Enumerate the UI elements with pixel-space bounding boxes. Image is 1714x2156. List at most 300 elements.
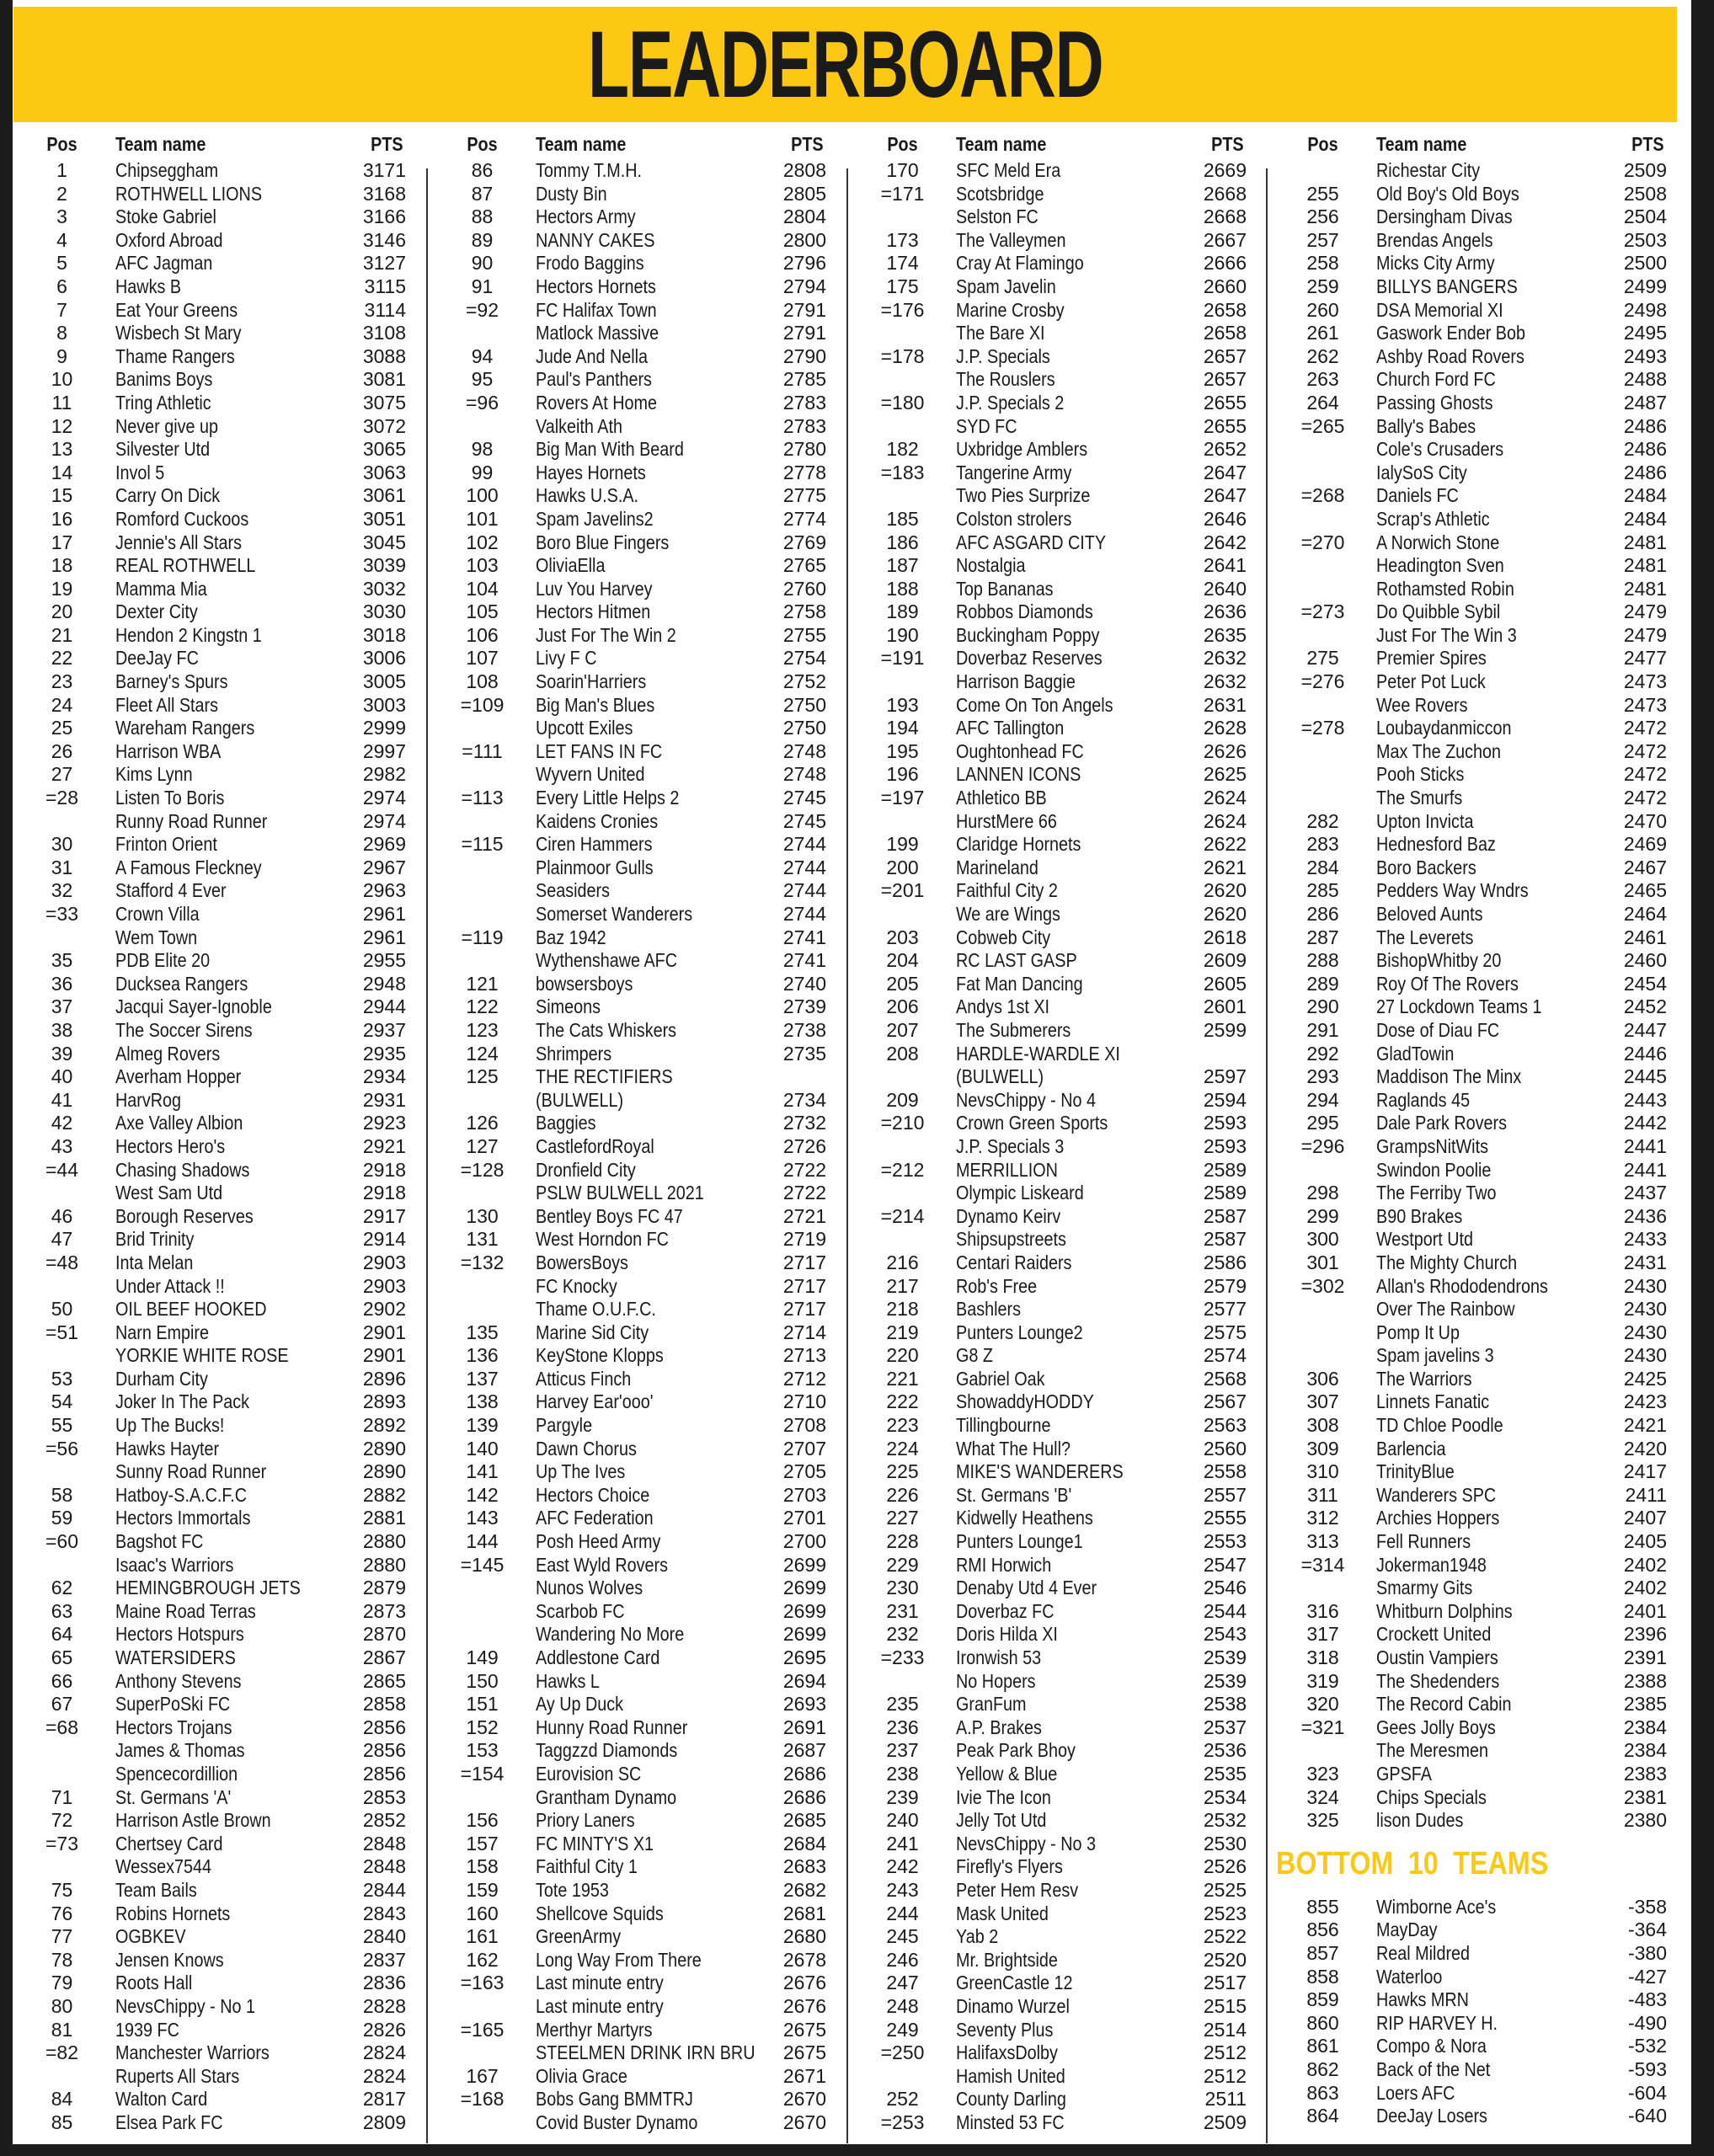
position-cell: 138 <box>466 1390 499 1413</box>
position-cell: 37 <box>51 995 73 1018</box>
points-cell: 2680 <box>782 1925 826 1948</box>
table-row <box>434 438 854 462</box>
table-row <box>1274 949 1695 973</box>
leaderboard-column <box>1274 131 1695 2128</box>
position-cell: 25 <box>51 717 73 739</box>
team-name-cell: Allan's Rhododendrons <box>1376 1274 1548 1297</box>
team-name-cell: We are Wings <box>956 903 1060 925</box>
position-cell: 90 <box>471 252 494 275</box>
points-cell: 2381 <box>1623 1785 1667 1808</box>
table-row <box>854 647 1274 670</box>
points-cell: 2469 <box>1623 833 1667 856</box>
table-row <box>854 1855 1274 1879</box>
team-name-cell: Nunos Wolves <box>536 1577 643 1599</box>
table-row <box>854 787 1274 810</box>
position-cell: 255 <box>1306 182 1339 205</box>
position-cell: 295 <box>1306 1112 1339 1134</box>
team-name-cell: Fleet All Stars <box>115 693 219 716</box>
position-cell: 136 <box>466 1344 499 1367</box>
points-cell: 2560 <box>1203 1437 1247 1460</box>
team-name-cell: BILLYS BANGERS <box>1376 275 1518 297</box>
team-name-cell: Team Bails <box>115 1878 197 1901</box>
team-name-cell: Do Quibble Sybil <box>1376 600 1501 623</box>
header-pos: Pos <box>1307 133 1338 155</box>
table-row <box>1274 973 1695 996</box>
team-name-cell: Scrap's Athletic <box>1376 507 1490 530</box>
team-name-cell: Banims Boys <box>115 368 213 391</box>
team-name-cell: Buckingham Poppy <box>956 623 1100 646</box>
position-cell: 106 <box>466 623 499 646</box>
table-row <box>13 1693 434 1716</box>
position-cell: 174 <box>886 252 919 275</box>
team-name-cell: Hectors Hotspurs <box>115 1623 244 1646</box>
table-row <box>854 1693 1274 1716</box>
table-row <box>854 252 1274 275</box>
team-name-cell: Marine Crosby <box>956 298 1065 321</box>
points-cell: 2843 <box>362 1902 406 1924</box>
table-row <box>1274 879 1695 903</box>
table-row <box>434 1530 854 1554</box>
points-cell: 2385 <box>1623 1693 1667 1716</box>
position-cell: =321 <box>1300 1716 1345 1738</box>
points-cell: 2678 <box>782 1948 826 1971</box>
team-name-cell: NevsChippy - No 4 <box>956 1088 1097 1111</box>
points-cell: 2719 <box>782 1228 826 1251</box>
table-row <box>1274 1554 1695 1577</box>
points-cell: 2901 <box>362 1344 406 1367</box>
team-name-cell: MIKE'S WANDERERS <box>956 1460 1124 1483</box>
table-row <box>434 345 854 369</box>
points-cell: 2420 <box>1623 1437 1667 1460</box>
header-pts: PTS <box>371 133 403 155</box>
points-cell: 2699 <box>782 1577 826 1599</box>
table-row <box>1274 1228 1695 1251</box>
team-name-cell: OGBKEV <box>115 1925 186 1948</box>
table-row <box>434 1995 854 2019</box>
table-row <box>1274 740 1695 764</box>
table-row <box>854 717 1274 740</box>
team-name-cell: J.P. Specials <box>956 344 1050 367</box>
team-name-cell: Dynamo Keirv <box>956 1204 1061 1227</box>
table-row <box>13 508 434 531</box>
table-row <box>13 857 434 880</box>
points-cell: 2967 <box>362 856 406 878</box>
team-name-cell: Crockett United <box>1376 1623 1492 1646</box>
team-name-cell: Hectors Trojans <box>115 1716 232 1738</box>
points-cell: 2539 <box>1203 1646 1247 1668</box>
team-name-cell: Wisbech St Mary <box>115 322 242 344</box>
position-cell: 151 <box>466 1693 499 1716</box>
team-name-cell: J.P. Specials 2 <box>956 391 1065 414</box>
table-row <box>1274 2058 1695 2082</box>
points-cell: 2575 <box>1203 1321 1247 1343</box>
table-row <box>434 624 854 648</box>
team-name-cell: Baz 1942 <box>536 926 606 948</box>
table-row <box>1274 1275 1695 1299</box>
table-row <box>13 1298 434 1321</box>
team-name-cell: Spam Javelin <box>956 275 1056 297</box>
team-name-cell: Harvey Ear'ooo' <box>536 1390 654 1413</box>
position-cell: 196 <box>886 763 919 786</box>
points-cell: 2441 <box>1623 1158 1667 1181</box>
position-cell: =183 <box>880 461 925 483</box>
table-row <box>434 670 854 694</box>
points-cell: 2618 <box>1203 926 1247 948</box>
team-name-cell: HurstMere 66 <box>956 809 1057 832</box>
position-cell: 142 <box>466 1483 499 1506</box>
team-name-cell: Olympic Liskeard <box>956 1182 1084 1204</box>
points-cell: 2473 <box>1623 670 1667 693</box>
position-cell: 257 <box>1306 228 1339 251</box>
table-row <box>1274 1112 1695 1135</box>
position-cell: 40 <box>51 1065 73 1088</box>
position-cell: 35 <box>51 949 73 972</box>
points-cell: 2467 <box>1623 856 1667 878</box>
position-cell: 10 <box>51 368 73 391</box>
points-cell: 2636 <box>1203 600 1247 623</box>
leaderboard-column <box>434 131 854 2134</box>
team-name-cell: AFC Jagman <box>115 252 213 275</box>
team-name-cell: Maddison The Minx <box>1376 1065 1522 1088</box>
table-row <box>13 1112 434 1135</box>
points-cell: 2534 <box>1203 1785 1247 1808</box>
table-row <box>854 1623 1274 1646</box>
table-row <box>854 1205 1274 1229</box>
table-row <box>1274 833 1695 857</box>
table-row <box>1274 1414 1695 1438</box>
position-cell: 4 <box>56 228 67 251</box>
table-row <box>434 2065 854 2089</box>
team-name-cell: Wee Rovers <box>1376 693 1468 716</box>
points-cell: 2750 <box>782 717 826 739</box>
table-row <box>13 159 434 183</box>
points-cell: 2481 <box>1623 577 1667 600</box>
team-name-cell: Every Little Helps 2 <box>536 787 680 809</box>
position-cell: 311 <box>1307 1483 1338 1506</box>
position-cell: 263 <box>1306 368 1339 391</box>
position-cell: 88 <box>471 205 494 228</box>
table-row <box>1274 229 1695 253</box>
position-cell: 72 <box>51 1809 73 1832</box>
points-cell: 2407 <box>1623 1507 1667 1529</box>
table-row <box>434 183 854 206</box>
table-row <box>1274 1065 1695 1089</box>
position-cell: 260 <box>1306 298 1339 321</box>
points-cell: 2699 <box>782 1623 826 1646</box>
position-cell: 81 <box>51 2018 73 2041</box>
position-cell: 14 <box>51 461 73 483</box>
table-row <box>434 1112 854 1135</box>
team-name-cell: Borough Reserves <box>115 1204 254 1227</box>
team-name-cell: Marineland <box>956 856 1039 878</box>
position-cell: 244 <box>886 1902 919 1924</box>
position-cell: 100 <box>466 484 499 507</box>
team-name-cell: Mask United <box>956 1902 1049 1924</box>
team-name-cell: Old Boy's Old Boys <box>1376 182 1519 205</box>
page-border-bottom <box>0 2144 1714 2156</box>
team-name-cell: Hectors Choice <box>536 1483 650 1506</box>
points-cell: -380 <box>1627 1941 1667 1964</box>
table-row <box>13 1275 434 1299</box>
points-cell: 2391 <box>1623 1646 1667 1668</box>
team-name-cell: Come On Ton Angels <box>956 693 1113 716</box>
table-row <box>13 578 434 601</box>
points-cell: 2808 <box>782 159 826 181</box>
position-cell: 23 <box>51 670 73 693</box>
team-name-cell: Eat Your Greens <box>115 298 238 321</box>
position-cell: 239 <box>886 1785 919 1808</box>
table-row <box>434 973 854 996</box>
team-name-cell: Silvester Utd <box>115 438 211 461</box>
table-row <box>434 600 854 624</box>
points-cell: 2769 <box>782 531 826 553</box>
points-cell: 2655 <box>1203 391 1247 414</box>
team-name-cell: Plainmoor Gulls <box>536 856 654 878</box>
team-name-cell: Ivie The Icon <box>956 1785 1051 1808</box>
table-row <box>854 1763 1274 1786</box>
team-name-cell: Up The Bucks! <box>115 1414 225 1437</box>
points-cell: 2780 <box>782 438 826 461</box>
team-name-cell: HalifaxsDolby <box>956 2041 1058 2064</box>
team-name-cell: Micks City Army <box>1376 252 1495 275</box>
table-row <box>1274 1809 1695 1833</box>
position-cell: 261 <box>1306 322 1339 344</box>
table-row <box>434 2041 854 2065</box>
points-cell: 2880 <box>362 1553 406 1576</box>
position-cell: 291 <box>1306 1018 1339 1041</box>
team-name-cell: Church Ford FC <box>1376 368 1496 391</box>
column-header <box>1274 131 1695 157</box>
position-cell: =163 <box>460 1972 505 1994</box>
team-name-cell: (BULWELL) <box>536 1088 624 1111</box>
team-name-cell: GranFum <box>956 1693 1027 1716</box>
team-name-cell: Hawks L <box>536 1669 600 1692</box>
points-cell: 2514 <box>1203 2018 1247 2041</box>
team-name-cell: Carry On Dick <box>115 484 221 507</box>
header-pts: PTS <box>791 133 824 155</box>
table-row <box>434 1065 854 1089</box>
position-cell: 12 <box>51 414 73 437</box>
table-row <box>854 949 1274 973</box>
team-name-cell: Hednesford Baz <box>1376 833 1496 856</box>
team-name-cell: Mamma Mia <box>115 577 207 600</box>
points-cell: 3171 <box>362 159 406 181</box>
points-cell: 3030 <box>362 600 406 623</box>
position-cell: 240 <box>886 1809 919 1832</box>
team-name-cell: The Warriors <box>1376 1367 1472 1390</box>
table-row <box>13 462 434 485</box>
points-cell: 2640 <box>1203 577 1247 600</box>
team-name-cell: HarvRog <box>115 1088 182 1111</box>
table-row <box>13 1833 434 1856</box>
bottom-10-heading <box>1274 1833 1695 1896</box>
table-row <box>854 2065 1274 2089</box>
points-cell: 2741 <box>782 949 826 972</box>
points-cell: -604 <box>1627 2081 1667 2104</box>
table-row <box>13 322 434 345</box>
table-row <box>434 1019 854 1043</box>
points-cell: -532 <box>1627 2035 1667 2057</box>
table-row <box>434 252 854 275</box>
points-cell: 2914 <box>362 1228 406 1251</box>
position-cell: 139 <box>466 1414 499 1437</box>
team-name-cell: Pedders Way Wndrs <box>1376 879 1529 902</box>
team-name-cell: Punters Lounge2 <box>956 1321 1083 1343</box>
team-name-cell: The Submerers <box>956 1018 1071 1041</box>
team-name-cell: GreenCastle 12 <box>956 1972 1073 1994</box>
table-row <box>1274 995 1695 1019</box>
team-name-cell: Grantham Dynamo <box>536 1785 677 1808</box>
table-row <box>854 1368 1274 1391</box>
team-name-cell: Tring Athletic <box>115 391 211 414</box>
table-row <box>854 1089 1274 1113</box>
points-cell: 2774 <box>782 507 826 530</box>
points-cell: 2890 <box>362 1437 406 1460</box>
table-row <box>13 810 434 834</box>
table-row <box>854 1019 1274 1043</box>
team-name-cell: Waterloo <box>1376 1965 1443 1988</box>
team-name-cell: The Mighty Church <box>1376 1251 1518 1273</box>
points-cell: 2670 <box>782 2111 826 2133</box>
team-name-cell: Romford Cuckoos <box>115 507 249 530</box>
team-name-cell: Oustin Vampiers <box>1376 1646 1498 1668</box>
table-row <box>13 1159 434 1182</box>
points-cell: 3005 <box>362 670 406 693</box>
position-cell: 227 <box>886 1507 919 1529</box>
team-name-cell: Uxbridge Amblers <box>956 438 1088 461</box>
points-cell: 2722 <box>782 1158 826 1181</box>
table-row <box>854 578 1274 601</box>
position-cell: 862 <box>1306 2057 1339 2080</box>
team-name-cell: The Bare XI <box>956 322 1045 344</box>
table-row <box>434 322 854 345</box>
team-name-cell: GladTowin <box>1376 1042 1455 1065</box>
points-cell: 2632 <box>1203 670 1247 693</box>
points-cell: 2430 <box>1623 1321 1667 1343</box>
points-cell: 2488 <box>1623 368 1667 391</box>
team-name-cell: Last minute entry <box>536 1972 664 1994</box>
team-name-cell: East Wyld Rovers <box>536 1553 669 1576</box>
column-header <box>854 131 1274 157</box>
position-cell: 26 <box>51 739 73 762</box>
table-row <box>1274 1460 1695 1484</box>
points-cell: 2744 <box>782 879 826 902</box>
position-cell: 2 <box>56 182 67 205</box>
team-name-cell: Anthony Stevens <box>115 1669 242 1692</box>
table-row <box>434 1298 854 1321</box>
team-name-cell: Raglands 45 <box>1376 1088 1471 1111</box>
points-cell: 2472 <box>1623 787 1667 809</box>
team-name-cell: Tillingbourne <box>956 1414 1051 1437</box>
points-cell: 2452 <box>1623 995 1667 1018</box>
points-cell: 2809 <box>362 2111 406 2133</box>
position-cell: 156 <box>466 1809 499 1832</box>
table-row <box>1274 1693 1695 1716</box>
points-cell: 2867 <box>362 1646 406 1668</box>
position-cell: =48 <box>45 1251 78 1273</box>
team-name-cell: Chertsey Card <box>115 1832 223 1854</box>
team-name-cell: Gees Jolly Boys <box>1376 1716 1496 1738</box>
position-cell: 84 <box>51 2088 73 2111</box>
position-cell: =168 <box>460 2088 505 2111</box>
team-name-cell: Brendas Angels <box>1376 228 1493 251</box>
position-cell: =60 <box>45 1530 78 1553</box>
position-cell: 170 <box>886 159 919 181</box>
table-row <box>13 531 434 555</box>
table-row <box>854 183 1274 206</box>
team-name-cell: Chips Specials <box>1376 1785 1487 1808</box>
team-name-cell: OIL BEEF HOOKED <box>115 1298 267 1321</box>
position-cell: 13 <box>51 438 73 461</box>
points-cell: 2430 <box>1623 1298 1667 1321</box>
points-cell: 2785 <box>782 368 826 391</box>
position-cell: 284 <box>1306 856 1339 878</box>
table-row <box>434 1693 854 1716</box>
points-cell: 3075 <box>362 391 406 414</box>
team-name-cell: B90 Brakes <box>1376 1204 1463 1227</box>
points-cell: 2685 <box>782 1809 826 1832</box>
table-row <box>434 1438 854 1461</box>
team-name-cell: Eurovision SC <box>536 1762 642 1785</box>
points-cell: 2500 <box>1623 252 1667 275</box>
position-cell: 126 <box>466 1112 499 1134</box>
team-name-cell: Pomp It Up <box>1376 1321 1460 1343</box>
table-row <box>13 1438 434 1461</box>
points-cell: 2493 <box>1623 344 1667 367</box>
team-name-cell: Long Way From There <box>536 1948 702 1971</box>
table-row <box>13 1228 434 1251</box>
points-cell: 2963 <box>362 879 406 902</box>
team-name-cell: 27 Lockdown Teams 1 <box>1376 995 1542 1018</box>
table-row <box>854 438 1274 462</box>
team-name-cell: Rob's Free <box>956 1274 1038 1297</box>
position-cell: 24 <box>51 693 73 716</box>
points-cell: 2574 <box>1203 1344 1247 1367</box>
position-cell: 226 <box>886 1483 919 1506</box>
table-row <box>1274 670 1695 694</box>
points-cell: 2783 <box>782 414 826 437</box>
position-cell: 219 <box>886 1321 919 1343</box>
position-cell: =176 <box>880 298 925 321</box>
position-cell: =154 <box>460 1762 505 1785</box>
points-cell: 2632 <box>1203 647 1247 670</box>
points-cell: 2536 <box>1203 1739 1247 1762</box>
position-cell: 264 <box>1306 391 1339 414</box>
team-name-cell: A.P. Brakes <box>956 1716 1042 1738</box>
table-row <box>13 1855 434 1879</box>
table-row <box>854 2041 1274 2065</box>
points-cell: 2546 <box>1203 1577 1247 1599</box>
table-row <box>434 1577 854 1600</box>
points-cell: 2558 <box>1203 1460 1247 1483</box>
points-cell: 2484 <box>1623 507 1667 530</box>
points-cell: 2775 <box>782 484 826 507</box>
position-cell: =270 <box>1300 531 1345 553</box>
position-cell: 288 <box>1306 949 1339 972</box>
position-cell: 87 <box>471 182 494 205</box>
team-name-cell: Tote 1953 <box>536 1878 609 1901</box>
team-name-cell: HARDLE-WARDLE XI <box>956 1042 1120 1065</box>
team-name-cell: Oughtonhead FC <box>956 739 1084 762</box>
team-name-cell: Hectors Hero's <box>115 1134 226 1157</box>
table-row <box>1274 1390 1695 1414</box>
points-cell: 2441 <box>1623 1134 1667 1157</box>
table-row <box>13 1786 434 1810</box>
table-row <box>13 1019 434 1043</box>
table-row <box>13 1879 434 1903</box>
points-cell: 2873 <box>362 1599 406 1622</box>
position-cell: 58 <box>51 1483 73 1506</box>
